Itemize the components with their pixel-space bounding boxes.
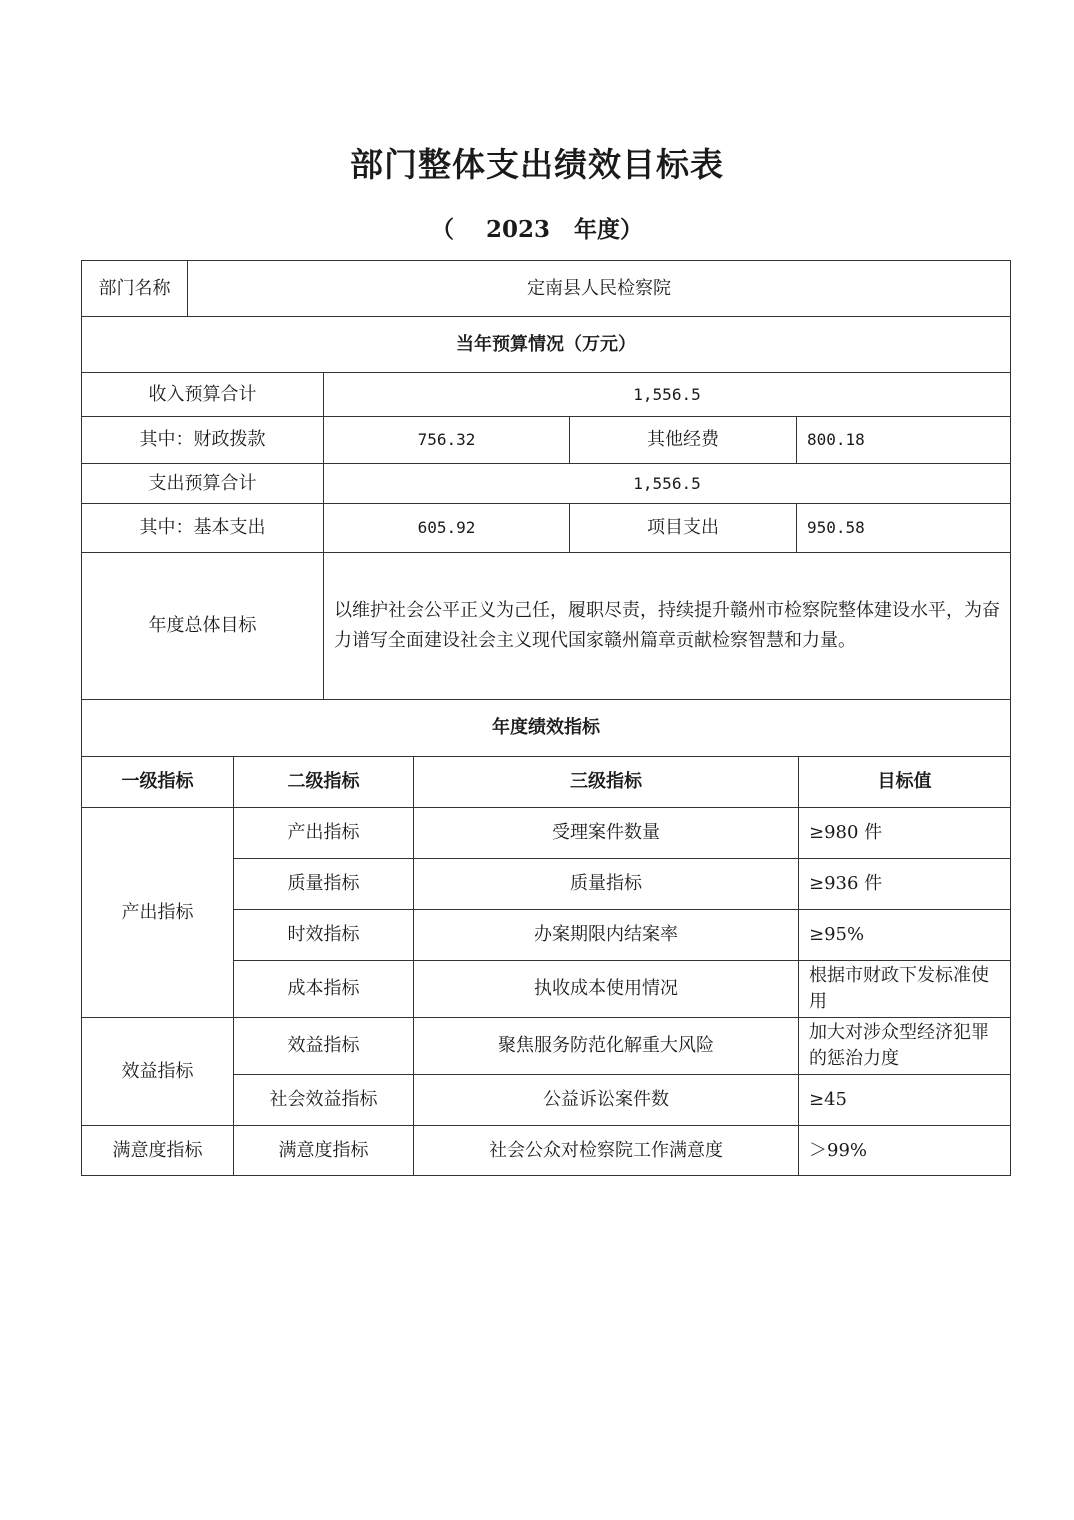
budget-table (81, 316, 1011, 757)
year-subtitle (0, 210, 1074, 250)
budget-section-row (82, 317, 1011, 373)
goal-text: 以维护社会公平正义为己任，履职尽责，持续提升赣州市检察院整体建设水平，为奋力谱写全面建设社会主义现代国家赣州篇章贡献检察智慧和力量。 (324, 553, 1011, 700)
target-cell: ≥936 件 (799, 859, 1011, 910)
project-label: 项目支出 (570, 504, 797, 553)
target-cell: ≥95% (799, 910, 1011, 961)
performance-table (81, 756, 1011, 1176)
level2-cell: 质量指标 (234, 859, 414, 910)
income-total-label: 收入预算合计 (82, 373, 324, 417)
level2-cell: 社会效益指标 (234, 1075, 414, 1126)
basic-label: 其中：基本支出 (82, 504, 324, 553)
income-total-value: 1,556.5 (324, 373, 1011, 417)
table-row (82, 1126, 1011, 1176)
performance-section-row (82, 700, 1011, 757)
income-total-row (82, 373, 1011, 417)
performance-header-row (82, 757, 1011, 808)
basic-row (82, 504, 1011, 553)
level1-output: 产出指标 (82, 808, 234, 1018)
goal-row (82, 553, 1011, 700)
performance-section-title: 年度绩效指标 (82, 700, 1011, 757)
level3-cell: 质量指标 (414, 859, 799, 910)
level3-cell: 聚焦服务防范化解重大风险 (414, 1018, 799, 1075)
level3-cell: 社会公众对检察院工作满意度 (414, 1126, 799, 1176)
fiscal-row (82, 417, 1011, 464)
expense-total-row (82, 464, 1011, 504)
table-row (82, 808, 1011, 859)
year-suffix: 年度） (574, 216, 644, 243)
page-title: 部门整体支出绩效目标表 (350, 145, 724, 184)
level3-cell: 受理案件数量 (414, 808, 799, 859)
expense-total-value: 1,556.5 (324, 464, 1011, 504)
budget-section-title: 当年预算情况（万元） (82, 317, 1011, 373)
level2-cell: 成本指标 (234, 961, 414, 1018)
level3-cell: 办案期限内结案率 (414, 910, 799, 961)
project-value: 950.58 (797, 504, 1011, 553)
header-level2: 二级指标 (234, 757, 414, 808)
dept-value: 定南县人民检察院 (188, 261, 1011, 317)
level3-cell: 执收成本使用情况 (414, 961, 799, 1018)
dept-label: 部门名称 (82, 261, 188, 317)
table-row (82, 1018, 1011, 1075)
level1-benefit: 效益指标 (82, 1018, 234, 1126)
dept-row (82, 261, 1011, 317)
fiscal-value: 756.32 (324, 417, 570, 464)
year-prefix: （ (430, 216, 454, 243)
level1-satisfaction: 满意度指标 (82, 1126, 234, 1176)
header-level1: 一级指标 (82, 757, 234, 808)
fiscal-label: 其中：财政拨款 (82, 417, 324, 464)
level2-cell: 效益指标 (234, 1018, 414, 1075)
other-value: 800.18 (797, 417, 1011, 464)
level2-cell: 时效指标 (234, 910, 414, 961)
level2-cell: 满意度指标 (234, 1126, 414, 1176)
basic-value: 605.92 (324, 504, 570, 553)
year-value: 2023 (485, 216, 550, 243)
target-cell: ≥45 (799, 1075, 1011, 1126)
expense-total-label: 支出预算合计 (82, 464, 324, 504)
other-label: 其他经费 (570, 417, 797, 464)
goal-label: 年度总体目标 (82, 553, 324, 700)
target-cell: 根据市财政下发标准使用 (799, 961, 1011, 1018)
target-cell: 加大对涉众型经济犯罪的惩治力度 (799, 1018, 1011, 1075)
target-cell: ＞99% (799, 1126, 1011, 1176)
level2-cell: 产出指标 (234, 808, 414, 859)
header-target: 目标值 (799, 757, 1011, 808)
target-cell: ≥980 件 (799, 808, 1011, 859)
dept-table (81, 260, 1011, 317)
header-level3: 三级指标 (414, 757, 799, 808)
level3-cell: 公益诉讼案件数 (414, 1075, 799, 1126)
